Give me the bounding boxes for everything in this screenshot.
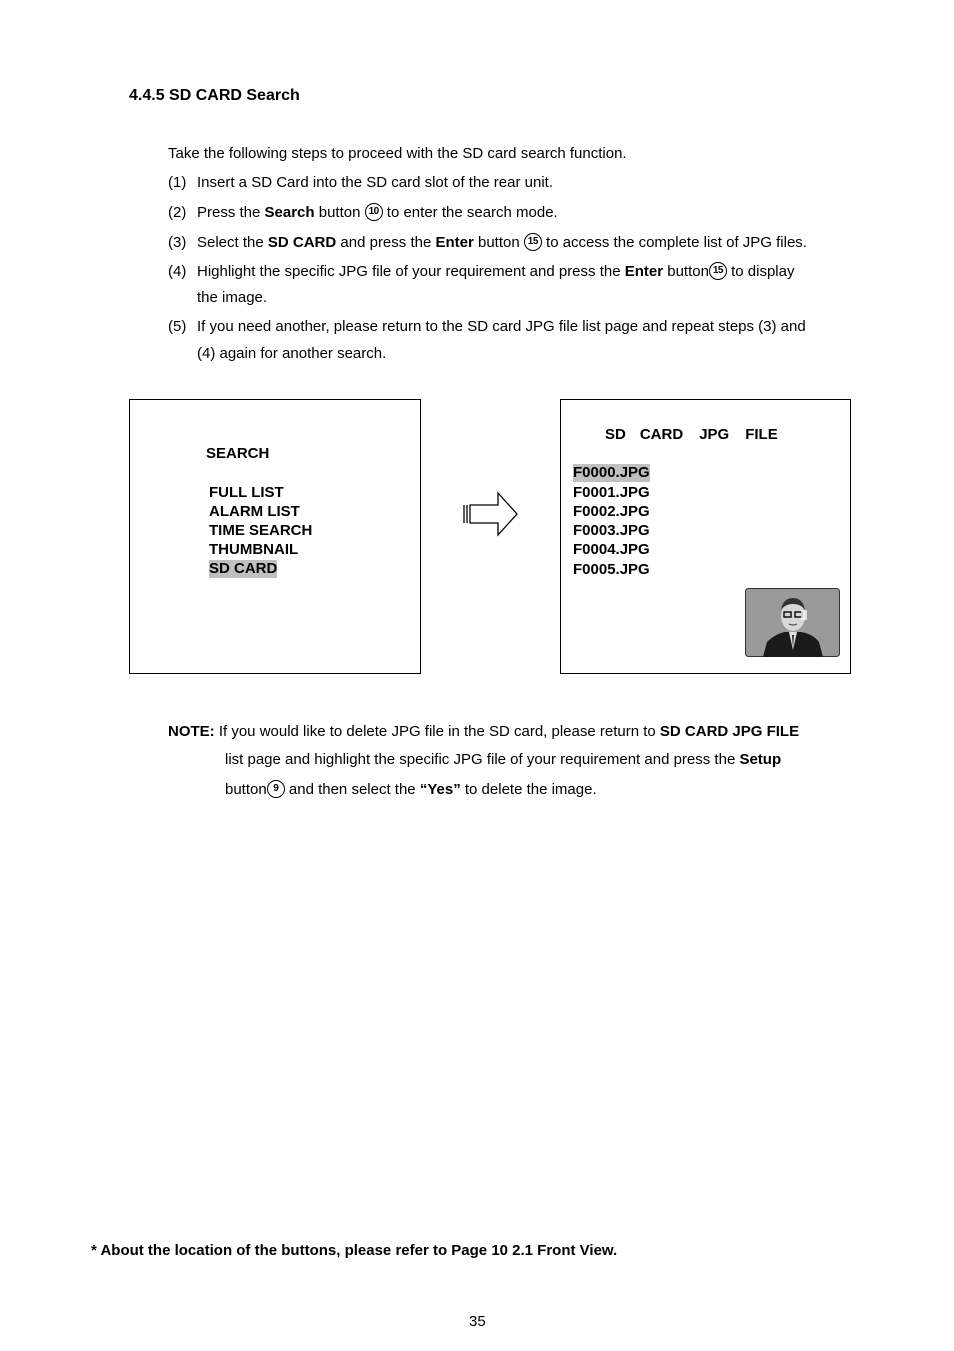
step-number: (4) — [168, 263, 187, 280]
note-text: list page and highlight the specific JPG file of your requirement and press the — [225, 751, 740, 768]
step-bold-text: SD CARD — [267, 234, 337, 251]
step-number: (2) — [168, 204, 187, 221]
search-menu-screen — [129, 399, 421, 674]
step-number: (3) — [168, 234, 187, 251]
page-number: 35 — [469, 1313, 486, 1330]
jpg-preview-thumbnail — [745, 588, 841, 658]
file-item: F0002.JPG — [573, 503, 650, 520]
step-bold-text: Enter — [624, 263, 664, 280]
step-continuation: (4) again for another search. — [197, 345, 387, 362]
note-text: to delete the image. — [460, 781, 597, 798]
button-number-icon: 15 — [524, 233, 542, 251]
note-bold-text: Setup — [739, 751, 782, 768]
step-text: Highlight the specific JPG file of your requirement and press the — [197, 263, 625, 280]
note-bold-text: “Yes” — [419, 781, 461, 798]
title-word: SD — [605, 426, 626, 443]
button-number-icon: 15 — [709, 262, 727, 280]
note-line-2 — [225, 751, 781, 768]
right-arrow-icon — [461, 490, 521, 538]
menu-item-thumbnail: THUMBNAIL — [209, 541, 299, 558]
step-continuation: the image. — [197, 289, 268, 306]
intro-text: Take the following steps to proceed with the SD card search function. — [168, 145, 627, 162]
title-word: CARD — [639, 426, 684, 443]
file-list-title — [605, 426, 778, 443]
section-heading: 4.4.5 SD CARD Search — [129, 87, 300, 104]
step-text: button — [314, 204, 365, 221]
title-word: JPG — [699, 426, 730, 443]
note-line-1 — [168, 723, 799, 740]
file-item: F0004.JPG — [573, 541, 650, 558]
note-text: If you would like to delete JPG file in the SD card, please return to — [214, 723, 660, 740]
step-text: to access the complete list of JPG files. — [541, 234, 807, 251]
sd-card-jpg-file-screen — [560, 399, 851, 674]
step-text: If you need another, please return to the SD card JPG file list page and repeat steps (3) and — [197, 318, 806, 335]
step-4 — [168, 262, 795, 306]
step-number: (1) — [168, 174, 187, 191]
step-5 — [168, 318, 806, 362]
step-1 — [168, 174, 553, 192]
button-number-icon: 10 — [365, 203, 383, 221]
note-line-3 — [225, 780, 597, 798]
step-number: (5) — [168, 318, 187, 335]
menu-item-alarm-list: ALARM LIST — [209, 503, 300, 520]
step-text: Press the — [197, 204, 265, 221]
file-item: F0005.JPG — [573, 561, 650, 578]
note-bold-text: SD CARD JPG FILE — [659, 723, 800, 740]
step-text: to enter the search mode. — [382, 204, 558, 221]
file-item: F0003.JPG — [573, 522, 650, 539]
note-label: NOTE: — [168, 723, 215, 740]
step-text: button — [663, 263, 709, 280]
step-text: Insert a SD Card into the SD card slot of the rear unit. — [197, 174, 554, 191]
step-text: and press the — [336, 234, 436, 251]
file-item: F0001.JPG — [573, 484, 650, 501]
step-3 — [168, 233, 807, 252]
button-number-icon: 9 — [267, 780, 285, 798]
step-text: button — [473, 234, 524, 251]
note-text: button — [225, 781, 267, 798]
file-item-selected: F0000.JPG — [573, 464, 650, 481]
step-bold-text: Enter — [435, 234, 474, 251]
menu-item-full-list: FULL LIST — [209, 484, 284, 501]
menu-item-time-search: TIME SEARCH — [209, 522, 313, 539]
step-bold-text: Search — [264, 204, 315, 221]
step-text: to display — [726, 263, 795, 280]
search-menu-title: SEARCH — [206, 445, 270, 462]
footer-note: * About the location of the buttons, please refer to Page 10 2.1 Front View. — [91, 1242, 618, 1259]
step-text: Select the — [197, 234, 268, 251]
step-2 — [168, 203, 558, 222]
note-text: and then select the — [284, 781, 420, 798]
menu-item-sd-card-selected: SD CARD — [209, 560, 278, 577]
title-word: FILE — [745, 426, 778, 443]
